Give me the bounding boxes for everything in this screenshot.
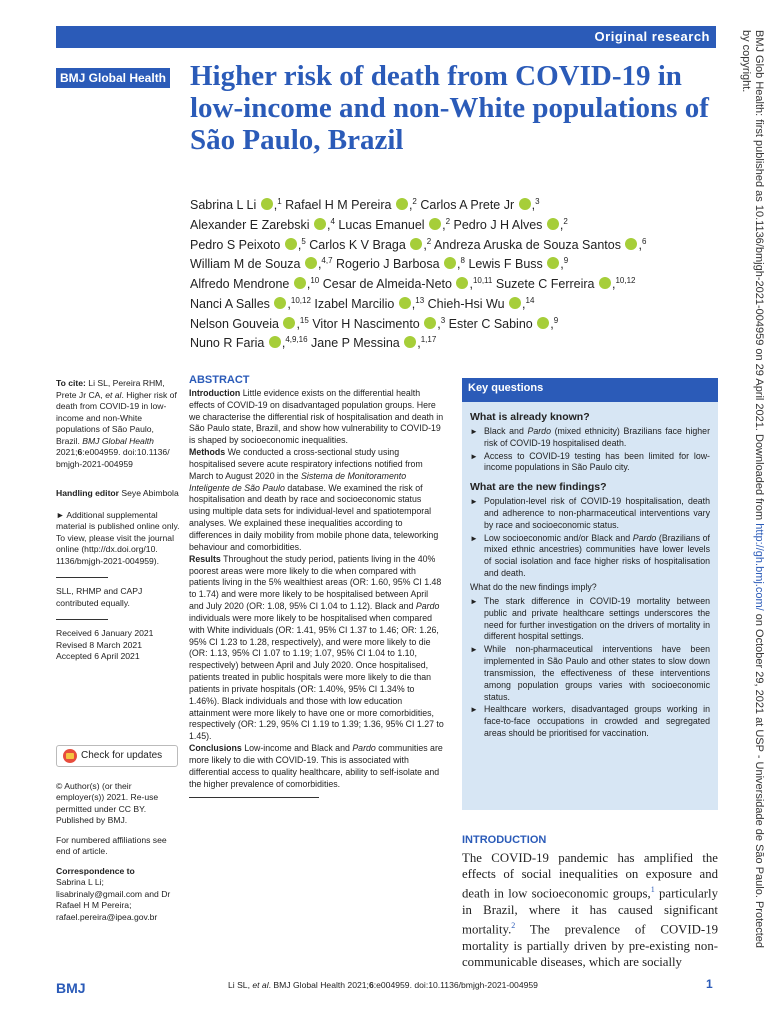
abstract xyxy=(189,375,444,798)
list-item: ► Healthcare workers, disadvantaged groups working in face-to-face occupations in crowded and segregated areas should be prioritised for vaccination. xyxy=(470,704,710,740)
orcid-icon[interactable] xyxy=(509,297,521,309)
affiliation-ref: 13 xyxy=(415,295,425,305)
correspondence-text: Sabrina L Li; lisabrinaly@gmail.com and Dr Rafael H M Pereira; rafael.pereira@ipea.gov.br xyxy=(56,877,171,922)
author-entry: Nanci A Salles ,$^{10,12}$ xyxy=(190,295,311,311)
affiliation-ref: 14 xyxy=(525,295,535,305)
author-entry: Rafael H M Pereira ,$^2$ xyxy=(285,197,417,213)
orcid-icon[interactable] xyxy=(283,317,295,329)
footer-citation: Li SL, et al. BMJ Global Health 2021;6:e004959. doi:10.1136/bmjgh-2021-004959 xyxy=(228,980,538,990)
abstract-introduction: Introduction Little evidence exists on the differential health effects of COVID-19 on disadvantaged population groups. Here we characterise the differential risk of hospitalisation and death in São Paulo state, Brazil, and show how vulnerability to COVID-19 is shaped by socioeconomic inequalities. xyxy=(189,387,444,446)
author-entry: Suzete C Ferreira ,$^{10,12}$ xyxy=(495,276,636,292)
affiliation-ref: 2 xyxy=(412,197,417,206)
author-name[interactable]: Andreza Aruska de Souza Santos xyxy=(434,237,621,252)
orcid-icon[interactable] xyxy=(429,218,441,230)
author-name[interactable]: Nelson Gouveia xyxy=(190,316,279,331)
author-entry: Pedro S Peixoto ,$^5$ xyxy=(190,236,306,252)
author-name[interactable]: Rafael H M Pereira xyxy=(285,198,392,213)
affiliation-ref: 2 xyxy=(426,236,432,246)
handling-editor: Handling editor Seye Abimbola xyxy=(56,488,179,498)
author-entry: Pedro J H Alves ,$^2$ xyxy=(453,216,568,232)
affiliation-ref: 3 xyxy=(535,197,540,206)
abstract-results: Results Throughout the study period, patients living in the 40% poorest areas were more likely to die when compared with patients living in the 5% wealthiest areas (OR: 1.60, 95% CI 1.48 to 1.74) and were more likely to be hospitalised between April and July 2020 (OR: 1.08, 95% CI 1.04 to 1.12). Black and Pardo individuals were more likely to be hospitalised when compared with White individuals (OR: 1.41, 95% CI 1.37 to 1.46; OR: 1.26, 95% CI 1.23 to 1.28, respectively), and were more likely to die (OR: 1.13, 95% CI 1.07 to 1.19; 1.07, 95% CI 1.04 to 1.10, respectively) between April and July 2020. Once hospitalised, patients treated in public hospitals were more likely to die than patients in private hospitals (OR: 1.40%, 95% CI 1.34% to 1.46%). Black individuals and those with low education attainment were more likely to have one or more comorbidities, respectively (OR: 1.29, 95% CI 1.19 to 1.39; 1.36, 95% CI 1.27 to 1.45). xyxy=(189,553,444,742)
affiliation-ref: 10 xyxy=(310,276,320,285)
author-entry: Nuno R Faria ,$^{4,9,16}$ xyxy=(190,335,308,351)
author-entry: Cesar de Almeida-Neto ,$^{10,11}$ xyxy=(322,276,493,292)
author-entry: Alfredo Mendrone ,$^{10}$ xyxy=(190,276,320,292)
author-name[interactable]: Ester C Sabino xyxy=(448,316,533,331)
list-item: ► Low socioeconomic and/or Black and Pardo (Brazilians of mixed ethnic ancestries) communities have lower levels of social isolation and face higher risks of hospitalisation and death. xyxy=(470,533,710,580)
author-name[interactable]: Sabrina L Li xyxy=(190,198,257,213)
orcid-icon[interactable] xyxy=(537,317,549,329)
reference-link[interactable]: 2 xyxy=(511,921,516,931)
orcid-icon[interactable] xyxy=(599,277,611,289)
divider xyxy=(189,797,319,798)
author-entry: Rogerio J Barbosa ,$^8$ xyxy=(336,256,465,272)
journal-badge: BMJ Global Health xyxy=(56,68,170,88)
orcid-icon[interactable] xyxy=(294,277,306,289)
article-title: Higher risk of death from COVID-19 in low-income and non-White populations of São Paulo, Brazil xyxy=(190,60,709,156)
copyright-note: © Author(s) (or their employer(s)) 2021. Re-use permitted under CC BY. Published by BMJ. xyxy=(56,780,159,825)
affiliation-ref: 10,12 xyxy=(290,295,311,305)
introduction-text: The COVID-19 pandemic has amplified the effects of social inequalities on exposure and death in low socioeconomic groups,$^1$ particularly in Brazil, where it has caused significant mortality.$^2$ The prevalence of COVID-19 mortality is partially driven by pre-existing non-communicable diseases, which are socially xyxy=(462,851,719,969)
orcid-icon[interactable] xyxy=(305,257,317,269)
author-name[interactable]: Suzete C Ferreira xyxy=(495,277,595,292)
author-entry: Carlos K V Braga ,$^2$ xyxy=(309,236,432,252)
orcid-icon[interactable] xyxy=(285,238,297,250)
affiliation-ref: 9 xyxy=(553,315,559,325)
affiliation-ref: 2 xyxy=(445,216,451,226)
introduction-heading: INTRODUCTION xyxy=(462,834,547,846)
reference-link[interactable]: 1 xyxy=(650,885,655,895)
author-entry: Carlos A Prete Jr ,$^3$ xyxy=(420,197,540,213)
orcid-icon[interactable] xyxy=(547,218,559,230)
page-number: 1 xyxy=(706,977,713,991)
author-name[interactable]: Alfredo Mendrone xyxy=(190,277,290,292)
accepted-date: Accepted 6 April 2021 xyxy=(56,651,140,661)
journal-link[interactable]: http://gh.bmj.com/ xyxy=(753,523,765,611)
author-name[interactable]: Jane P Messina xyxy=(311,336,400,351)
author-name[interactable]: Pedro J H Alves xyxy=(453,217,543,232)
equal-contribution: SLL, RHMP and CAPJ contributed equally. xyxy=(56,586,143,608)
implications-heading: What do the new findings imply? xyxy=(470,581,597,592)
author-entry: Lewis F Buss ,$^9$ xyxy=(468,256,569,272)
author-entry: Jane P Messina ,$^{1,17}$ xyxy=(311,335,437,351)
affiliation-ref: 4,9,16 xyxy=(285,335,308,345)
orcid-icon[interactable] xyxy=(424,317,436,329)
affiliation-ref: 8 xyxy=(460,256,465,266)
author-name[interactable]: Izabel Marcilio xyxy=(314,296,395,311)
author-entry: Alexander E Zarebski ,$^4$ xyxy=(190,216,335,232)
supplemental-note: ► Additional supplemental material is published online only. To view, please visit the journal online (http://dx.doi.org/10. 1136/bmjgh-2021-004959). xyxy=(56,509,180,566)
author-entry: Nelson Gouveia ,$^{15}$ xyxy=(190,315,309,331)
orcid-icon[interactable] xyxy=(396,198,408,210)
top-banner xyxy=(56,26,716,48)
divider xyxy=(56,619,108,620)
provenance-text: BMJ Glob Health: first published as 10.1136/bmjgh-2021-004959 on 29 April 2021. Downloaded from http://gh.bmj.com/ on October 29, 2021 at USP - Universidade de São Paulo. Protected by copyright. xyxy=(740,30,765,949)
orcid-icon[interactable] xyxy=(261,198,273,210)
affiliation-ref: 3 xyxy=(440,315,446,325)
divider xyxy=(56,577,108,578)
check-updates-button[interactable]: Check for updates xyxy=(56,745,178,767)
author-name[interactable]: William M de Souza xyxy=(190,257,301,272)
orcid-icon[interactable] xyxy=(399,297,411,309)
author-name[interactable]: Carlos K V Braga xyxy=(309,237,406,252)
orcid-icon[interactable] xyxy=(456,277,468,289)
affiliation-ref: 5 xyxy=(301,236,306,246)
orcid-icon[interactable] xyxy=(404,336,416,348)
affiliation-ref: 4 xyxy=(330,216,335,226)
orcid-icon[interactable] xyxy=(519,198,531,210)
list-item: ► Population-level risk of COVID-19 hospitalisation, death and adherence to non-pharmaceutical interventions vary by race and socioeconomic status. xyxy=(470,496,710,532)
author-name[interactable]: Nuno R Faria xyxy=(190,336,265,351)
affiliation-ref: 15 xyxy=(299,315,309,325)
revised-date: Revised 8 March 2021 xyxy=(56,639,142,650)
author-entry: Chieh-Hsi Wu ,$^{14}$ xyxy=(427,295,535,311)
author-entry: Lucas Emanuel ,$^2$ xyxy=(338,216,451,232)
orcid-icon[interactable] xyxy=(274,297,286,309)
abstract-heading: ABSTRACT xyxy=(189,374,250,386)
orcid-icon[interactable] xyxy=(410,238,422,250)
author-name[interactable]: Pedro S Peixoto xyxy=(190,237,281,252)
abstract-methods: Methods We conducted a cross-sectional study using hospitalised severe acute respiratory infections notified from March to August 2020 in the Sistema de Monitoramento Inteligente de São Paulo database. We examined the risk of hospitalisation and death by race and socioeconomic status using multiple data sets for individual-level and spatiotemporal analyses. We explained these inequalities according to differences in daily mobility from mobile phone data, teleworking behaviour and comorbidities. xyxy=(189,447,439,552)
orcid-icon[interactable] xyxy=(625,238,637,250)
affiliation-ref: 10,11 xyxy=(472,276,493,285)
orcid-icon[interactable] xyxy=(314,218,326,230)
author-entry: Izabel Marcilio ,$^{13}$ xyxy=(314,295,425,311)
author-entry: Vitor H Nascimento ,$^3$ xyxy=(312,315,446,331)
orcid-icon[interactable] xyxy=(547,257,559,269)
abstract-conclusions: Conclusions Low-income and Black and Pardo communities are more likely to die with COVID-19. This is associated with differential access to quality healthcare, ability to self-isolate and the higher prevalence of comorbidities. xyxy=(189,743,443,789)
affiliation-ref: 4,7 xyxy=(321,256,333,266)
received-date: Received 6 January 2021 xyxy=(56,628,154,638)
side-provenance xyxy=(739,30,770,990)
author-entry: Ester C Sabino ,$^9$ xyxy=(448,315,559,331)
affiliation-ref: 6 xyxy=(641,236,647,246)
author-name[interactable]: Nanci A Salles xyxy=(190,296,270,311)
affiliation-ref: 2 xyxy=(563,216,568,226)
author-entry: Andreza Aruska de Souza Santos ,$^6$ xyxy=(434,236,647,252)
known-heading: What is already known? xyxy=(470,411,590,423)
author-name[interactable]: Lucas Emanuel xyxy=(338,217,425,232)
article-type-label: Original research xyxy=(594,29,710,44)
affiliation-ref: 1,17 xyxy=(420,335,437,345)
orcid-icon[interactable] xyxy=(269,336,281,348)
list-item: ► Black and Pardo (mixed ethnicity) Brazilians face higher risk of COVID-19 hospitalised death. xyxy=(470,426,710,450)
key-questions-box xyxy=(462,378,718,810)
author-name[interactable]: Lewis F Buss xyxy=(468,257,543,272)
affiliation-ref: 9 xyxy=(563,256,569,266)
check-updates-icon xyxy=(63,749,77,763)
new-findings-heading: What are the new findings? xyxy=(470,481,607,494)
author-list xyxy=(190,194,720,352)
author-entry: Sabrina L Li ,$^1$ xyxy=(190,197,282,213)
affiliation-ref: 10,12 xyxy=(615,276,636,285)
orcid-icon[interactable] xyxy=(444,257,456,269)
author-name[interactable]: Cesar de Almeida-Neto xyxy=(322,277,452,292)
list-item: ► The stark difference in COVID-19 mortality between public and private healthcare settings underscores the need for further investigation on the drivers of mortality in different hospital settings. xyxy=(470,596,710,643)
author-name[interactable]: Alexander E Zarebski xyxy=(190,217,310,232)
author-entry: William M de Souza ,$^{4,7}$ xyxy=(190,256,333,272)
author-name[interactable]: Carlos A Prete Jr xyxy=(420,198,515,213)
author-name[interactable]: Vitor H Nascimento xyxy=(312,316,420,331)
author-name[interactable]: Rogerio J Barbosa xyxy=(336,257,440,272)
introduction-section xyxy=(462,834,718,970)
article-meta-column xyxy=(56,378,180,931)
list-item: ► While non-pharmaceutical interventions have been implemented in São Paulo and other states to slow down transmission, the effectiveness of these interventions among population groups varies with socioeconomic status. xyxy=(470,644,710,703)
list-item: ► Access to COVID-19 testing has been limited for low-income populations in São Paulo city. xyxy=(470,451,710,475)
key-questions-heading: Key questions xyxy=(462,378,718,402)
affiliations-note: For numbered affiliations see end of article. xyxy=(56,834,167,856)
correspondence-label: Correspondence to xyxy=(56,865,135,876)
affiliation-ref: 1 xyxy=(277,197,282,206)
citation-block: To cite: Li SL, Pereira RHM, Prete Jr CA, et al. Higher risk of death from COVID-19 in low-income and non-White populations of São Paulo, Brazil. BMJ Global Health 2021;6:e004959. doi:10.1136/ bmjgh-2021-004959 xyxy=(56,378,177,469)
author-name[interactable]: Chieh-Hsi Wu xyxy=(427,296,505,311)
bmj-logo: BMJ xyxy=(56,980,86,996)
